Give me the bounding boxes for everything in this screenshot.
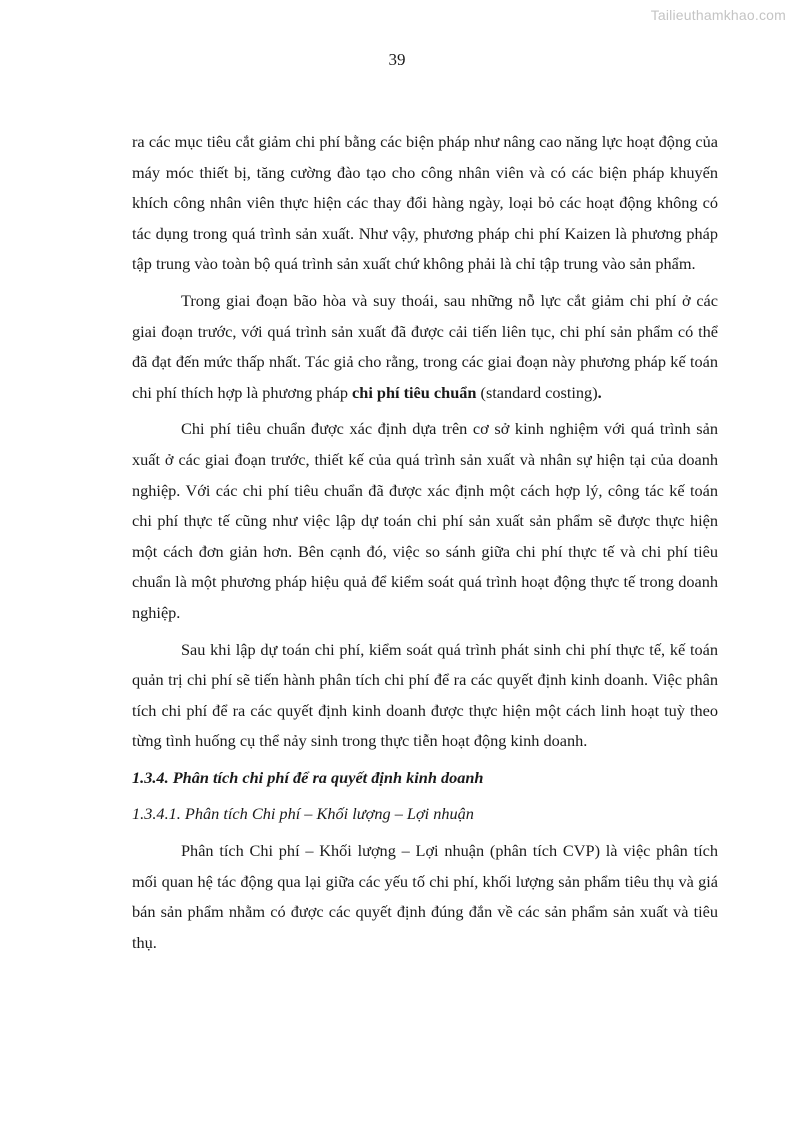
paragraph-2-text: Trong giai đoạn bão hòa và suy thoái, sau những nỗ lực cắt giảm chi phí ở các giai đoạn trước, với quá trình sản xuất đã được cải tiến liên tục, chi phí sản phẩm có thể đã đạt đến mức thấp nhất. Tác giả cho rằng, trong các giai đoạn này phương pháp kế toán chi phí thích hợp là phương pháp [132, 290, 718, 402]
paragraph-2 [132, 286, 718, 408]
paragraph-5: Phân tích Chi phí – Khối lượng – Lợi nhuận (phân tích CVP) là việc phân tích mối quan hệ tác động qua lại giữa các yếu tố chi phí, khối lượng sản phẩm tiêu thụ và giá bán sản phẩm nhằm có được các quyết định đúng đắn về các sản phẩm sản xuất và tiêu thụ. [132, 841, 718, 952]
paragraph-2-end: . [597, 382, 602, 402]
document-body [132, 127, 718, 964]
section-heading: 1.3.4. Phân tích chi phí để ra quyết định kinh doanh [132, 767, 484, 787]
page-number: 39 [388, 50, 406, 69]
subsection-heading: 1.3.4.1. Phân tích Chi phí – Khối lượng – Lợi nhuận [132, 804, 474, 824]
paragraph-4: Sau khi lập dự toán chi phí, kiểm soát quá trình phát sinh chi phí thực tế, kế toán quản trị chi phí sẽ tiến hành phân tích chi phí để ra các quyết định kinh doanh. Việc phân tích chi phí để ra các quyết định kinh doanh được thực hiện một cách linh hoạt tuỳ theo từng tình huống cụ thể nảy sinh trong thực tiễn hoạt động kinh doanh. [132, 639, 718, 751]
paragraph-2-english: (standard costing) [476, 382, 598, 402]
paragraph-1: ra các mục tiêu cắt giảm chi phí bằng các biện pháp như nâng cao năng lực hoạt động của máy móc thiết bị, tăng cường đào tạo cho công nhân viên và có các biện pháp khuyến khích công nhân viên thực hiện các thay đổi hàng ngày, loại bỏ các hoạt động không có tác dụng trong quá trình sản xuất. Như vậy, phương pháp chi phí Kaizen là phương pháp tập trung vào toàn bộ quá trình sản xuất chứ không phải là chỉ tập trung vào sản phẩm. [132, 132, 718, 274]
bold-term-standard-cost: chi phí tiêu chuẩn [352, 382, 477, 402]
watermark: Tailieuthamkhao.com [650, 7, 786, 23]
paragraph-3: Chi phí tiêu chuẩn được xác định dựa trên cơ sở kinh nghiệm với quá trình sản xuất ở các giai đoạn trước, thiết kế của quá trình sản xuất và nhân sự hiện tại của doanh nghiệp. Với các chi phí tiêu chuẩn đã được xác định một cách hợp lý, công tác kế toán chi phí thực tế cũng như việc lập dự toán chi phí sản xuất sản phẩm sẽ được thực hiện một cách đơn giản hơn. Bên cạnh đó, việc so sánh giữa chi phí thực tế và chi phí tiêu chuẩn là một phương pháp hiệu quả để kiểm soát quá trình hoạt động thực tế trong doanh nghiệp. [132, 419, 718, 622]
